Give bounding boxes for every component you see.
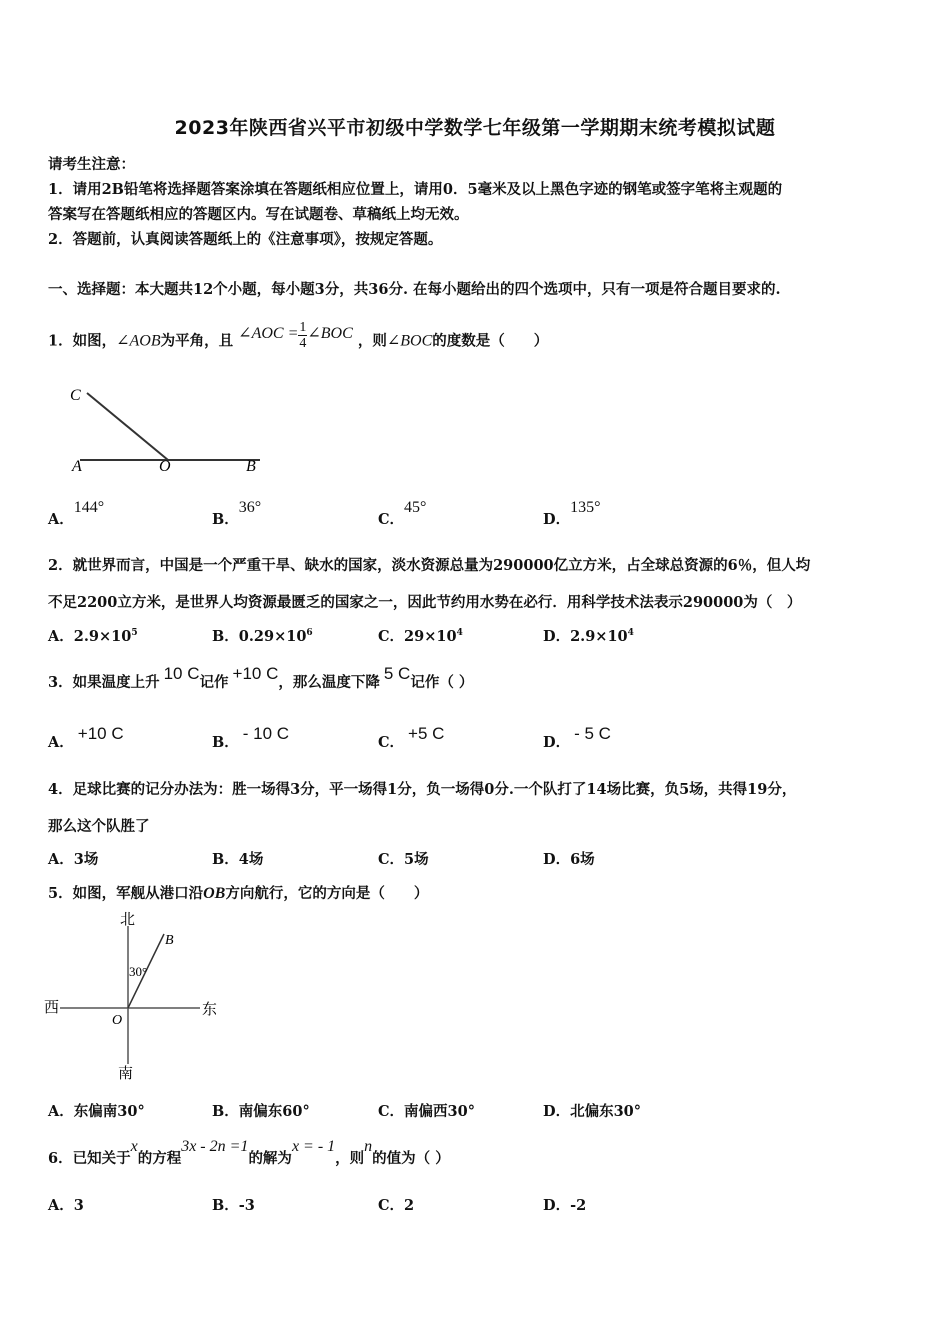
q1-prefix: 1．如图， (48, 332, 117, 350)
q5-suffix: 方向航行，它的方向是（ ） (225, 885, 429, 902)
q4-option-a-value: 3场 (73, 851, 99, 868)
q3-option-c-label: C． (378, 734, 405, 751)
q1-angle-boc: ∠BOC (386, 332, 433, 350)
q6-part5: 的值为（ ） (372, 1150, 450, 1167)
q1-label-a: A (72, 458, 82, 475)
q3-option-b-label: B． (212, 734, 239, 751)
q4-line1: 4．足球比赛的记分办法为：胜一场得3分，平一场得1分，负一场得0分.一个队打了14场比赛，负5场，共得19分， (48, 781, 797, 798)
q3-part4: 记作（ ） (410, 674, 474, 691)
q1-eq-right: ∠BOC (307, 324, 353, 342)
q2-option-a-value: 2.9×10 (73, 628, 132, 645)
question-3 (48, 664, 474, 692)
q3-val3: 5 C (383, 664, 411, 683)
q2-option-a-label: A． (48, 628, 74, 645)
q3-val1: 10 C (163, 664, 200, 683)
q5-option-d[interactable] (543, 1100, 641, 1121)
q6-option-a[interactable] (48, 1194, 84, 1215)
q6-option-d[interactable] (543, 1194, 586, 1215)
q2-option-b[interactable] (212, 625, 313, 646)
q2-option-c-exp: 4 (456, 628, 463, 639)
q1-frac-den: 4 (299, 336, 307, 351)
q1-option-d-label: D． (543, 511, 571, 528)
q1-eq-left: ∠AOC = (238, 324, 299, 342)
q5-label-north: 北 (120, 912, 136, 928)
q4-option-c-value: 5场 (404, 851, 429, 868)
q5-label-angle: 30° (129, 964, 148, 979)
q3-option-d[interactable] (543, 724, 611, 752)
q6-option-b-value: -3 (238, 1197, 255, 1214)
q1-option-a[interactable] (48, 499, 105, 529)
page-title: 2023年陕西省兴平市初级中学数学七年级第一学期期末统考模拟试题 (174, 117, 776, 139)
q2-option-d[interactable] (543, 625, 634, 646)
q4-option-b[interactable] (212, 848, 263, 869)
q2-option-b-value: 0.29×10 (238, 628, 307, 645)
notice-item1-line1: 1．请用2B铅笔将选择题答案涂填在答题纸相应位置上，请用0．5毫米及以上黑色字迹的钢笔或签字笔将主观题的 (48, 181, 783, 198)
q5-option-a[interactable] (48, 1100, 145, 1121)
q2-option-c-label: C． (378, 628, 405, 645)
notice-heading: 请考生注意： (48, 156, 135, 173)
q5-option-b[interactable] (212, 1100, 310, 1121)
q5-option-b-value: 南偏东60° (238, 1103, 310, 1120)
q3-option-b-value: - 10 C (242, 724, 290, 743)
q5-option-d-value: 北偏东30° (570, 1103, 642, 1120)
q6-option-a-value: 3 (73, 1197, 84, 1214)
q5-label-east: 东 (202, 1002, 218, 1018)
q3-option-c-value: +5 C (408, 724, 445, 743)
q6-solution: x = - 1 (291, 1138, 336, 1155)
q5-figure (40, 906, 230, 1086)
q4-option-b-value: 4场 (238, 851, 264, 868)
q1-figure (60, 378, 270, 478)
q6-equation: 3x - 2n =1 (181, 1138, 249, 1155)
q1-ray-oc (87, 393, 168, 460)
q5-prefix: 5．如图，军舰从港口沿 (48, 885, 204, 902)
q5-label-south: 南 (118, 1066, 134, 1082)
q1-label-c: C (70, 387, 81, 404)
q3-option-c[interactable] (378, 724, 445, 752)
q6-option-a-label: A． (48, 1197, 74, 1214)
q6-var-n: n (364, 1138, 373, 1155)
q6-part4: ，则 (335, 1150, 365, 1167)
q4-line2: 那么这个队胜了 (48, 818, 150, 835)
q1-option-b-label: B． (212, 511, 239, 528)
q2-line2: 不足2200立方米，是世界人均资源最匮乏的国家之一，因此节约用水势在必行．用科学技术法表示290000为（ ） (48, 594, 802, 611)
q5-label-o: O (112, 1013, 123, 1028)
q2-option-c[interactable] (378, 625, 463, 646)
section-heading: 一、选择题：本大题共12个小题，每小题3分，共36分. 在每小题给出的四个选项中，只有一项是符合题目要求的. (48, 281, 781, 298)
q2-option-d-value: 2.9×10 (570, 628, 628, 645)
q1-option-d-value: 135° (570, 499, 601, 516)
q4-option-d-value: 6场 (570, 851, 595, 868)
q2-option-a-exp: 5 (131, 628, 138, 639)
q4-option-a[interactable] (48, 848, 98, 869)
q6-var-x: x (130, 1138, 138, 1155)
q1-mid: 为平角，且 (160, 332, 234, 350)
q4-option-a-label: A． (48, 851, 74, 868)
q4-option-c[interactable] (378, 848, 429, 869)
q6-part3: 的解为 (248, 1150, 292, 1167)
q5-label-b: B (165, 933, 174, 948)
q2-option-b-exp: 6 (306, 628, 313, 639)
question-1 (48, 320, 549, 357)
q5-option-c-value: 南偏西30° (404, 1103, 475, 1120)
q6-part2: 的方程 (137, 1150, 182, 1167)
q5-option-c-label: C． (378, 1103, 405, 1120)
q5-ob: OB (203, 885, 226, 902)
q6-option-d-label: D． (543, 1197, 571, 1214)
q3-option-d-label: D． (543, 734, 571, 751)
q1-suffix: 的度数是（ ） (432, 332, 549, 350)
q6-option-b-label: B． (212, 1197, 239, 1214)
q1-label-o: O (159, 458, 171, 475)
q6-option-c[interactable] (378, 1194, 414, 1215)
q1-option-c-value: 45° (404, 499, 427, 516)
q2-option-b-label: B． (212, 628, 239, 645)
q1-label-b: B (246, 458, 256, 475)
q1-option-b-value: 36° (238, 499, 262, 516)
q1-option-c-label: C． (378, 511, 405, 528)
q1-option-d[interactable] (543, 499, 601, 529)
q3-option-d-value: - 5 C (574, 724, 611, 743)
q1-frac-num: 1 (299, 320, 307, 335)
q6-option-c-value: 2 (404, 1197, 415, 1214)
q4-option-c-label: C． (378, 851, 405, 868)
q2-option-a[interactable] (48, 625, 138, 646)
q4-option-d[interactable] (543, 848, 595, 869)
q3-val2: +10 C (232, 664, 279, 683)
q5-option-d-label: D． (543, 1103, 571, 1120)
q6-option-c-label: C． (378, 1197, 405, 1214)
notice-item2: 2．答题前，认真阅读答题纸上的《注意事项》，按规定答题。 (48, 231, 443, 248)
q2-option-d-label: D． (543, 628, 571, 645)
q5-option-a-label: A． (48, 1103, 74, 1120)
q1-option-b[interactable] (212, 499, 262, 529)
q1-angle-aob: ∠AOB (116, 332, 161, 350)
q5-option-c[interactable] (378, 1100, 475, 1121)
q3-option-a-label: A． (48, 734, 74, 751)
q1-option-a-value: 144° (73, 499, 105, 516)
q5-label-west: 西 (44, 1000, 60, 1016)
q5-option-b-label: B． (212, 1103, 239, 1120)
q3-option-a-value: +10 C (77, 724, 124, 743)
q2-option-d-exp: 4 (627, 628, 634, 639)
q2-line1: 2．就世界而言，中国是一个严重干旱、缺水的国家，淡水资源总量为290000亿立方米，占全球总资源的6％，但人均 (48, 557, 811, 574)
q1-option-a-label: A． (48, 511, 74, 528)
q6-part1: 6．已知关于 (48, 1150, 131, 1167)
q3-option-b[interactable] (212, 724, 290, 752)
question-5 (48, 882, 428, 903)
q3-part1: 3．如果温度上升 (48, 674, 160, 691)
q5-option-a-value: 东偏南30° (73, 1103, 145, 1120)
q3-part2: 记作 (199, 674, 229, 691)
q4-option-b-label: B． (212, 851, 239, 868)
q3-part3: ，那么温度下降 (278, 674, 380, 691)
q3-option-a[interactable] (48, 724, 124, 752)
q2-option-c-value: 29×10 (404, 628, 457, 645)
q4-option-d-label: D． (543, 851, 571, 868)
question-6 (48, 1138, 450, 1168)
q1-option-c[interactable] (378, 499, 427, 529)
q1-comma: ，则 (357, 332, 387, 350)
notice-item1-line2: 答案写在答题纸相应的答题区内。写在试题卷、草稿纸上均无效。 (48, 206, 469, 223)
q6-option-d-value: -2 (570, 1197, 587, 1214)
q6-option-b[interactable] (212, 1194, 255, 1215)
